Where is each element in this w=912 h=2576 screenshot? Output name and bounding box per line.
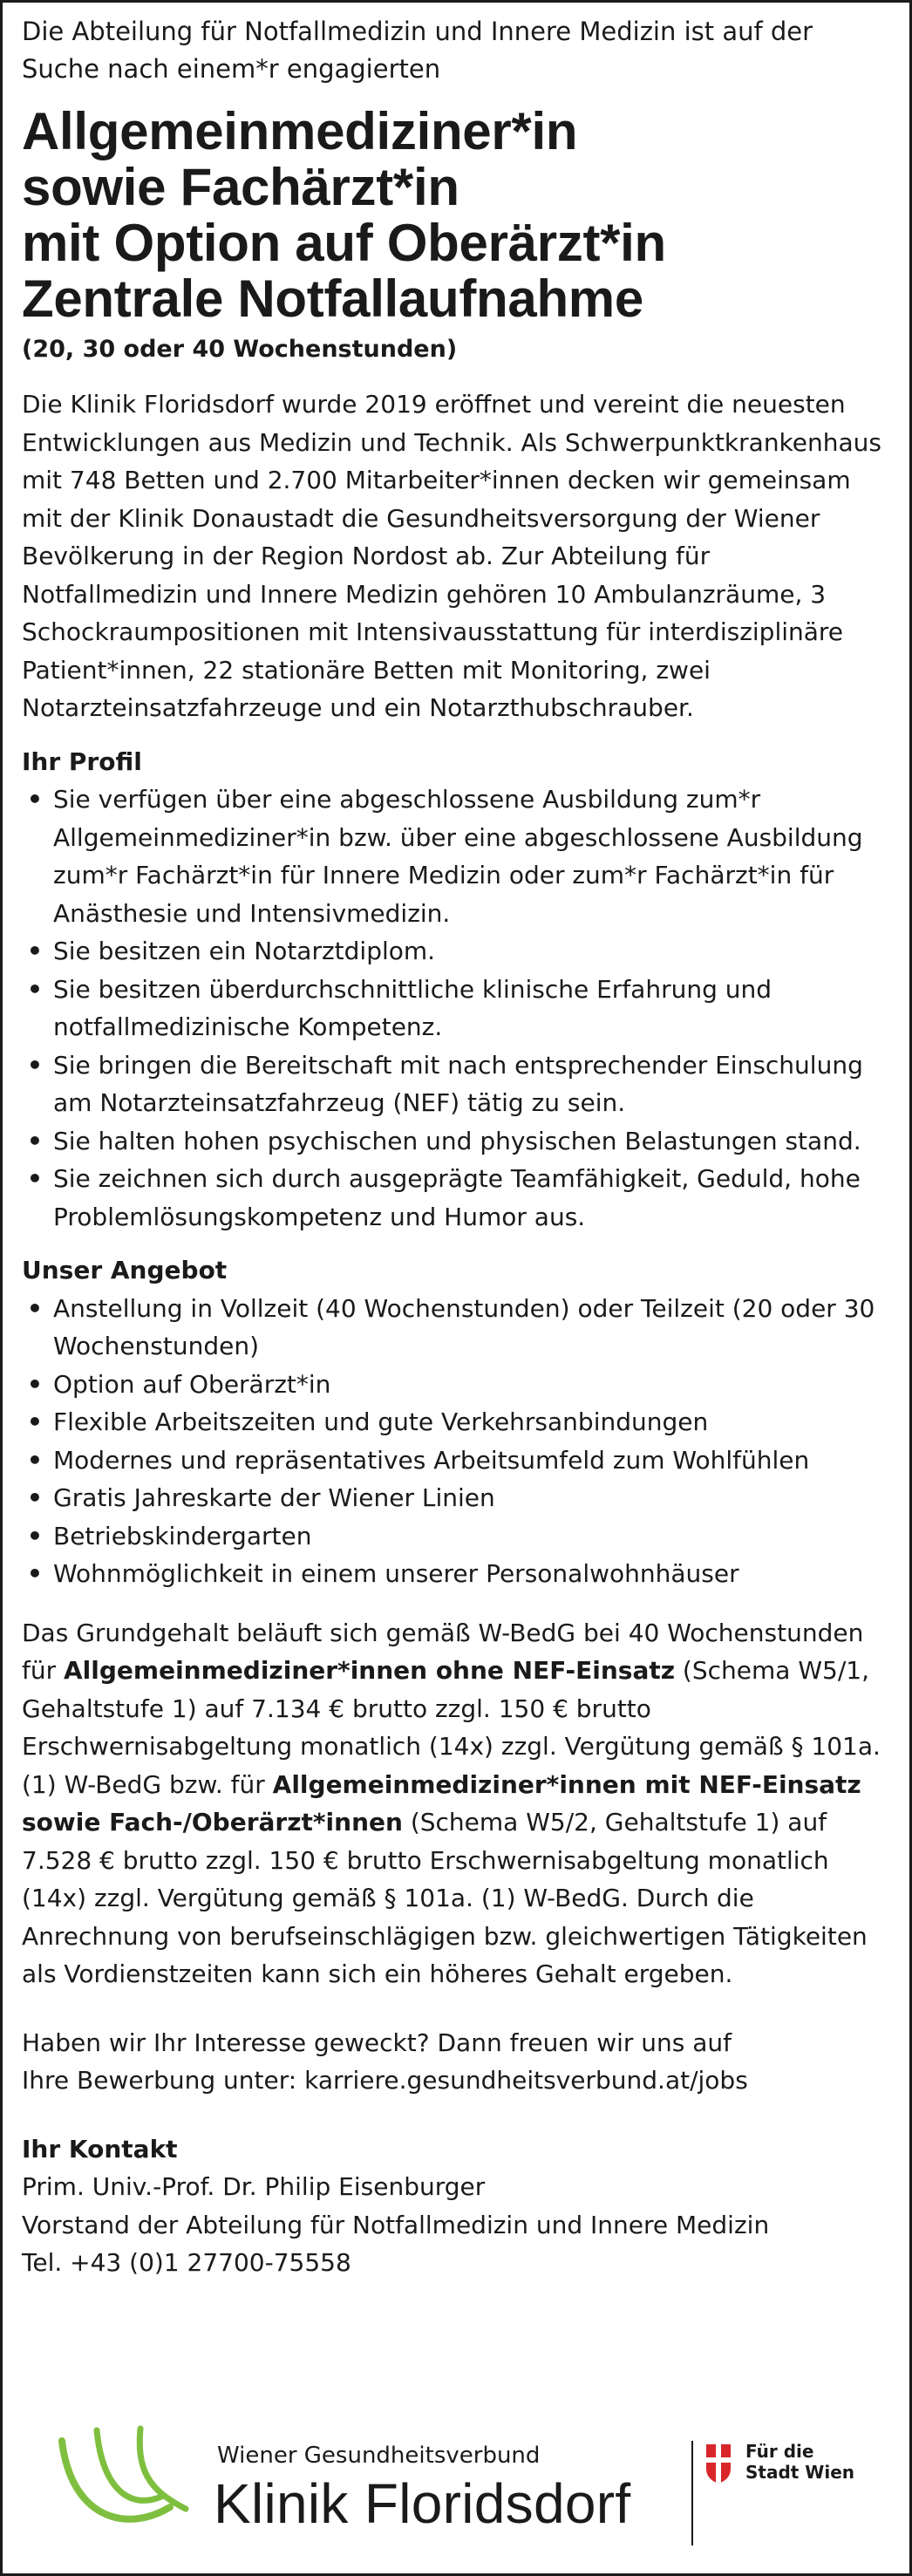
list-item: • Anstellung in Vollzeit (40 Wochenstunden) oder Teilzeit (20 oder 30 Wochenstunden) <box>22 1290 890 1366</box>
bullet-icon: • <box>27 1164 43 1193</box>
intro-text: Die Abteilung für Notfallmedizin und Innere Medizin ist auf der Suche nach einem*r engagierten <box>22 17 813 84</box>
footer-divider <box>691 2441 693 2545</box>
bullet-icon: • <box>27 937 43 965</box>
job-title-line-4: Zentrale Notfallaufnahme <box>22 269 643 328</box>
list-item: • Sie bringen die Bereitschaft mit nach entsprechender Einschulung am Notarzteinsatzfahrzeug (NEF) tätig zu sein. <box>22 1046 890 1122</box>
gesundheitsverbund-logo-icon <box>55 2423 203 2537</box>
list-item: • Sie zeichnen sich durch ausgeprägte Teamfähigkeit, Geduld, hohe Problemlösungskompetenz und Humor aus. <box>22 1160 890 1236</box>
list-item: • Sie besitzen überdurchschnittliche klinische Erfahrung und notfallmedizinische Kompetenz. <box>22 971 890 1046</box>
city-label: Für die Stadt Wien <box>745 2441 855 2483</box>
list-item: • Sie verfügen über eine abgeschlossene Ausbildung zum*r Allgemeinmediziner*in bzw. über eine abgeschlossene Ausbildung zum*r Fachärzt*in für Innere Medizin oder zum*r Fachärzt*in für Anästhesie und Intensivmedizin. <box>22 780 890 932</box>
wien-coat-of-arms-icon <box>705 2443 732 2484</box>
footer-branding <box>3 2371 909 2573</box>
list-item: • Betriebskindergarten <box>22 1517 890 1556</box>
bullet-icon: • <box>27 1483 43 1512</box>
contact-phone[interactable]: Tel. +43 (0)1 27700-75558 <box>22 2248 351 2277</box>
working-hours-subtitle: (20, 30 oder 40 Wochenstunden) <box>22 336 458 363</box>
contact-name: Prim. Univ.-Prof. Dr. Philip Eisenburger <box>22 2172 486 2201</box>
contact-title: Ihr Kontakt <box>22 2134 178 2164</box>
bullet-icon: • <box>27 1521 43 1550</box>
application-call: Haben wir Ihr Interesse geweckt? Dann freuen wir uns auf Ihre Bewerbung unter: karriere.gesundheitsverbund.at/jobs <box>22 2024 890 2100</box>
profile-section-title: Ihr Profil <box>22 746 142 776</box>
contact-role: Vorstand der Abteilung für Notfallmedizin und Innere Medizin <box>22 2210 770 2239</box>
clinic-name: Klinik Floridsdorf <box>214 2472 631 2535</box>
list-item: • Flexible Arbeitszeiten und gute Verkehrsanbindungen <box>22 1403 890 1441</box>
bullet-icon: • <box>27 1559 43 1588</box>
contact-block <box>22 2130 890 2282</box>
salary-paragraph: Das Grundgehalt beläuft sich gemäß W-BedG bei 40 Wochenstunden für Allgemeinmediziner*innen ohne NEF-Einsatz (Schema W5/1, Gehaltstufe 1) auf 7.134 € brutto zzgl. 150 € brutto Erschwernisabgeltung monatlich (14x) zzgl. Vergütung gemäß § 101a. (1) W-BedG bzw. für Allgemeinmediziner*innen mit NEF-Einsatz sowie Fach-/Oberärzt*innen (Schema W5/2, Gehaltstufe 1) auf 7.528 € brutto zzgl. 150 € brutto Erschwernisabgeltung monatlich (14x) zzgl. Vergütung gemäß § 101a. (1) W-BedG. Durch die Anrechnung von berufseinschlägigen bzw. gleichwertigen Tätigkeiten als Vordienstzeiten kann sich ein höheres Gehalt ergeben. <box>22 1618 881 1988</box>
bullet-icon: • <box>27 1050 43 1080</box>
bullet-icon: • <box>27 1407 43 1436</box>
offer-section-title: Unser Angebot <box>22 1256 228 1285</box>
job-title-line-2: sowie Fachärzt*in <box>22 158 459 216</box>
salary-role-with-nef: Allgemeinmediziner*innen mit NEF-Einsatz sowie Fach-/Oberärzt*innen <box>22 1769 861 1837</box>
bullet-icon: • <box>27 1126 43 1155</box>
bullet-icon: • <box>27 1369 43 1399</box>
job-title-line-1: Allgemeinmediziner*in <box>22 102 578 160</box>
list-item: • Modernes und repräsentatives Arbeitsumfeld zum Wohlfühlen <box>22 1441 890 1480</box>
bullet-icon: • <box>27 1445 43 1475</box>
salary-role-without-nef: Allgemeinmediziner*innen ohne NEF-Einsatz <box>64 1656 676 1685</box>
clinic-description: Die Klinik Floridsdorf wurde 2019 eröffnet und vereint die neuesten Entwicklungen aus Medizin und Technik. Als Schwerpunktkrankenhaus mit 748 Betten und 2.700 Mitarbeiter*innen decken wir gemeinsam mit der Klinik Donaustadt die Gesundheitsversorgung der Wiener Bevölkerung in der Region Nordost ab. Zur Abteilung für Notfallmedizin und Innere Medizin gehören 10 Ambulanzräume, 3 Schockraumpositionen mit Intensivausstattung für interdisziplinäre Patient*innen, 22 stationäre Betten mit Monitoring, zwei Notarzteinsatzfahrzeuge und ein Notarzthubschrauber. <box>22 390 881 722</box>
list-item: • Option auf Oberärzt*in <box>22 1366 890 1404</box>
list-item: • Sie halten hohen psychischen und physischen Belastungen stand. <box>22 1122 890 1161</box>
offer-list <box>22 1290 890 1593</box>
list-item: • Sie besitzen ein Notarztdiplom. <box>22 932 890 971</box>
list-item: • Gratis Jahreskarte der Wiener Linien <box>22 1479 890 1517</box>
job-title <box>22 104 890 327</box>
organization-name: Wiener Gesundheitsverbund <box>217 2443 541 2469</box>
bullet-icon: • <box>27 1293 43 1323</box>
job-title-line-3: mit Option auf Oberärzt*in <box>22 214 666 272</box>
list-item: • Wohnmöglichkeit in einem unserer Personalwohnhäuser <box>22 1555 890 1593</box>
application-link[interactable]: Ihre Bewerbung unter: karriere.gesundheitsverbund.at/jobs <box>22 2066 748 2095</box>
profile-list <box>22 780 890 1236</box>
bullet-icon: • <box>27 785 43 814</box>
bullet-icon: • <box>27 974 43 1004</box>
